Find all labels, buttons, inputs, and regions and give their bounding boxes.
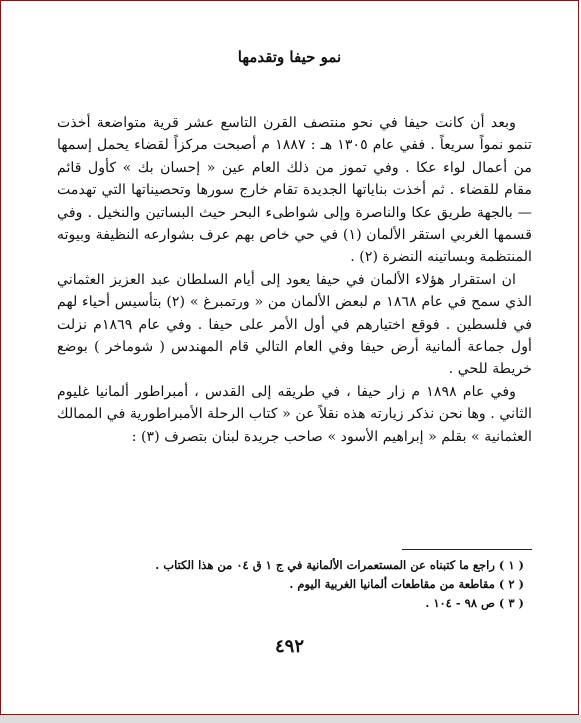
footnotes	[57, 556, 532, 613]
body-text	[57, 112, 532, 448]
page-number: ٤٩٢	[274, 636, 304, 657]
footnote-2: ( ٢ ) مقاطعة من مقاطعات ألمانيا الغربية اليوم .	[289, 577, 524, 591]
window-bottom-strip	[0, 715, 581, 723]
paragraph-1: وبعد أن كانت حيفا في نحو منتصف القرن التاسع عشر قرية متواضعة أخذت تنمو نمواً سريعاً . ففي عام ١٣٠٥ هـ : ١٨٨٧ م أصبحت مركزاً لقضاء يحمل إسمها من أعمال لواء عكا . وفي تموز من ذلك العام عين « إحسان بك » كأول قائم مقام للقضاء . ثم أخذت بناياتها الجديدة تقام خارج سورها وتحصيناتها التي تهدمت — بالجهة طريق عكا والناصرة وإلى شواطىء البحر حيث البساتين والنخيل . وفي قسمها الغربي استقر الألمان (١) في حي خاص بهم عرف بشوارعه النظيفة وبيوته المنتظمة وبساتينه النضرة (٢) .	[57, 115, 532, 266]
footnote-3: ( ٣ ) ص ٩٨ - ١٠٤ .	[425, 596, 524, 610]
paragraph-3: وفي عام ١٨٩٨ م زار حيفا ، في طريقه إلى القدس ، أمبراطور ألمانيا غليوم الثاني . وها نحن نذكر زيارته هذه نقلاً عن « كتاب الرحلة الأمبراطورية في الممالك العثمانية » بقلم « إبراهيم الأسود » صاحب جريدة لبنان بتصرف (٣) :	[57, 383, 532, 445]
footnote-divider	[402, 549, 532, 550]
footnote-1: ( ١ ) راجع ما كتبناه عن المستعمرات الألمانية في ج ١ ق ٠٤ من هذا الكتاب .	[155, 558, 524, 572]
page-title: نمو حيفا وتقدمها	[237, 48, 342, 66]
paragraph-2: ان استقرار هؤلاء الألمان في حيفا يعود إلى أيام السلطان عبد العزيز العثماني الذي سمح في عام ١٨٦٨ م لبعض الألمان من « ورتمبرغ » (٢) بتأسيس أحياء لهم في فلسطين . فوقع اختيارهم في أول الأمر على حيفا . وفي عام ١٨٦٩م نزلت أول جماعة ألمانية أرض حيفا وفي العام التالي قام المهندس ( شوماخر ) بوضع خريطة للحي .	[57, 271, 532, 378]
